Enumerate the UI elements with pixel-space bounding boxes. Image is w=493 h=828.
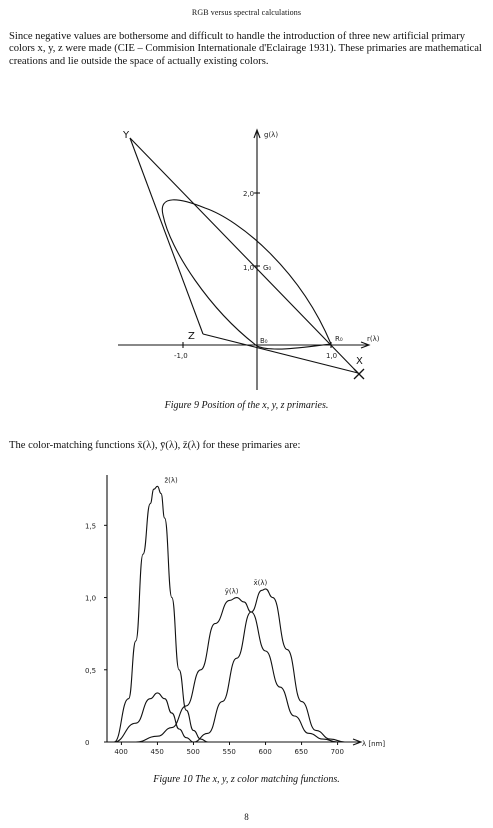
label-b0: B₀: [260, 337, 268, 345]
series-line-z-bar: [114, 486, 208, 742]
label-g-axis: g(λ): [264, 131, 279, 139]
y-tick-label-1: 0,5: [85, 666, 97, 675]
figure-9-caption: Figure 9 Position of the x, y, z primaries.: [164, 400, 329, 411]
figure-10-caption: Figure 10 The x, y, z color matching functions.: [153, 774, 340, 785]
cmf-sentence: The color-matching functions x̄(λ), ȳ(λ), z̄(λ) for these primaries are:: [9, 440, 301, 451]
intro-paragraph: Since negative values are bothersome and difficult to handle the introduction of three new artificial primary colors x, y, z were made (CIE – Commision Internationale d'Eclairage 1931). These primaries are mathematical creations and lie outside the space of actually existing colors.: [9, 31, 482, 67]
series-line-y-bar: [136, 598, 338, 742]
tick-label-g-1: 1,0: [243, 264, 255, 272]
x-tick-label-500: 500: [186, 748, 200, 756]
x-primary-mark: [354, 369, 364, 379]
edge-y-z: [130, 138, 203, 334]
x-tick-label-400: 400: [114, 748, 128, 756]
x-tick-label-450: 450: [150, 748, 164, 756]
label-g0: G₀: [263, 264, 272, 272]
edge-y-x: [130, 138, 358, 373]
label-y-primary: Y: [123, 130, 130, 141]
x-tick-label-650: 650: [294, 748, 308, 756]
x-tick-label-550: 550: [222, 748, 236, 756]
series-line-x-bar: [114, 589, 345, 742]
y-tick-label-0: 0: [85, 739, 90, 747]
label-r-axis: r(λ): [367, 335, 380, 343]
x-tick-label-600: 600: [258, 748, 272, 756]
y-tick-label-2: 1,0: [85, 594, 97, 603]
series-label-x-bar: x̄(λ): [253, 578, 268, 587]
y-tick-label-3: 1,5: [85, 522, 97, 531]
tick-label-r-1: 1,0: [326, 352, 338, 360]
series-label-y-bar: ȳ(λ): [224, 587, 239, 596]
spectral-locus: [162, 200, 331, 349]
label-x-primary: X: [356, 356, 363, 367]
x-axis-label: λ [nm]: [362, 740, 386, 748]
x-tick-label-700: 700: [330, 748, 344, 756]
tick-label-g-2: 2,0: [243, 190, 255, 198]
label-z-primary: Z: [188, 331, 195, 342]
tick-label-r-neg1: -1,0: [174, 352, 188, 360]
running-header: RGB versus spectral calculations: [191, 8, 302, 17]
page-number: 8: [244, 812, 249, 822]
series-label-z-bar: z̄(λ): [164, 476, 178, 485]
figure-9-diagram: [0, 120, 493, 395]
figure-10-chart: [0, 465, 493, 770]
label-r0: R₀: [335, 335, 343, 343]
